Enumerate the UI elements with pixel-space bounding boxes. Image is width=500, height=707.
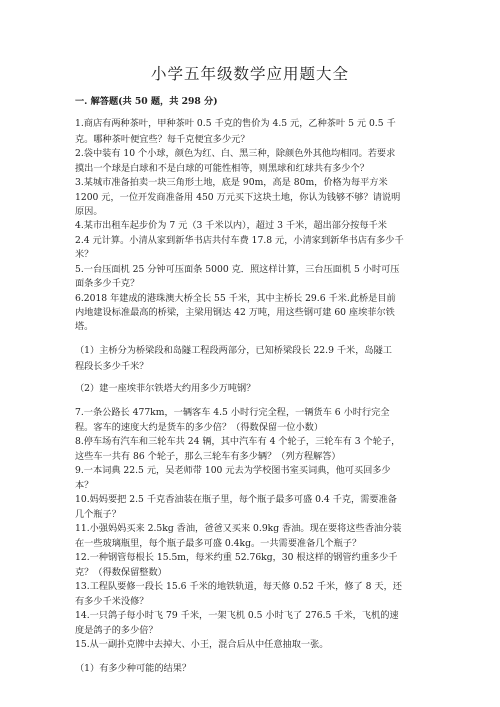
text-line: （2）建一座埃菲尔铁塔大约用多少万吨钢？	[75, 383, 256, 394]
text-line: 几个瓶子？	[75, 509, 121, 520]
text-line: 8.停车场有汽车和三轮车共 24 辆，其中汽车有 4 个轮子，三轮车有 3 个轮子，	[75, 436, 401, 447]
text-line: 2.袋中装有 10 个小球，颜色为红、白、黑三种，除颜色外其他均相同。若要求	[75, 148, 396, 159]
text-line: 5.一台压面机 25 分钟可压面条 5000 克．照这样计算，三台压面机 5 小时可压	[75, 264, 400, 275]
text-line: 12.一种钢管每根长 15.5m，每米约重 52.76kg，30 根这样的钢管约重多少千	[75, 552, 398, 563]
text-line: 内地建设标准最高的桥梁，主梁用钢达 42 万吨，用这些钢可建 60 座埃菲尔铁	[75, 307, 395, 318]
text-line: 15.从一副扑克牌中去掉大、小王，混合后从中任意抽取一张。	[75, 639, 329, 650]
text-line: 1200 元，一位开发商准备用 450 万元买下这块土地，你认为钱够不够？请说明	[75, 192, 401, 203]
text-line: 度是鸽子的多少倍？	[75, 625, 158, 636]
text-line: 13.工程队要修一段长 15.6 千米的地铁轨道，每天修 0.52 千米，修了 8 天，还	[75, 581, 402, 592]
text-line: 在一些玻璃瓶里，每个瓶子最多可盛 0.4kg。一共需要准备几个瓶子？	[75, 538, 362, 549]
text-line: 本？	[75, 480, 94, 491]
text-line: 9.一本词典 22.5 元，吴老师带 100 元去为学校图书室买词典，他可买回多少	[75, 465, 391, 476]
text-line: 程段长多少千米？	[75, 361, 149, 372]
text-line: 10.妈妈要把 2.5 千克香油装在瓶子里，每个瓶子最多可盛 0.4 千克，需要准备	[75, 494, 397, 505]
text-line: 程。客车的速度大约是货车的多少倍？（得数保留一位小数）	[75, 422, 324, 433]
text-line: （1）有多少种可能的结果？	[75, 663, 192, 674]
text-line: 米？	[75, 249, 94, 260]
text-line: 2.4 元计算。小清从家到新华书店共付车费 17.8 元，小清家到新华书店有多少千	[75, 235, 404, 246]
text-line: 克。哪种茶叶便宜些？每千克便宜多少元？	[75, 134, 250, 145]
page-title: 小学五年级数学应用题大全	[150, 65, 349, 83]
text-line: 6.2018 年建成的港珠澳大桥全长 55 千米，其中主桥长 29.6 千米.此桥是目前	[75, 293, 396, 304]
text-line: 摸出一个球是白球和不是白球的可能性相等，则黑球和红球共有多少个？	[75, 163, 369, 174]
text-line: 11.小强妈妈买来 2.5kg 香油，爸爸又买来 0.9kg 香油。现在要将这些香油分装	[75, 523, 402, 534]
text-line: 面条多少千克？	[75, 278, 140, 289]
text-line: 7.一条公路长 477km，一辆客车 4.5 小时行完全程，一辆货车 6 小时行完全	[75, 407, 390, 418]
text-line: 这些车一共有 86 个轮子，那么三轮车有多少辆？（列方程解答）	[75, 451, 341, 462]
text-line: 克？（得数保留整数）	[75, 567, 167, 578]
text-line: 原因。	[75, 206, 103, 217]
text-line: 3.某城市准备拍卖一块三角形土地，底是 90m，高是 80m，价格为每平方米	[75, 177, 388, 188]
text-line: 14.一只鸽子每小时飞 79 千米，一架飞机 0.5 小时飞了 276.5 千米，飞机的速	[75, 610, 399, 621]
text-line: 有多少千米没修？	[75, 596, 149, 607]
text-line: 塔。	[75, 321, 94, 332]
section-heading: 一. 解答题(共 50 题，共 298 分)	[75, 96, 218, 107]
text-line: （1）主桥分为桥梁段和岛隧工程段两部分，已知桥梁段长 22.9 千米，岛隧工	[75, 345, 392, 356]
text-line: 1.商店有两种茶叶，甲种茶叶 0.5 千克的售价为 4.5 元，乙种茶叶 5 元 0.5 千	[75, 118, 396, 129]
text-line: 4.某市出租车起步价为 7 元（3 千米以内），超过 3 千米，超出部分按每千米	[75, 220, 387, 231]
